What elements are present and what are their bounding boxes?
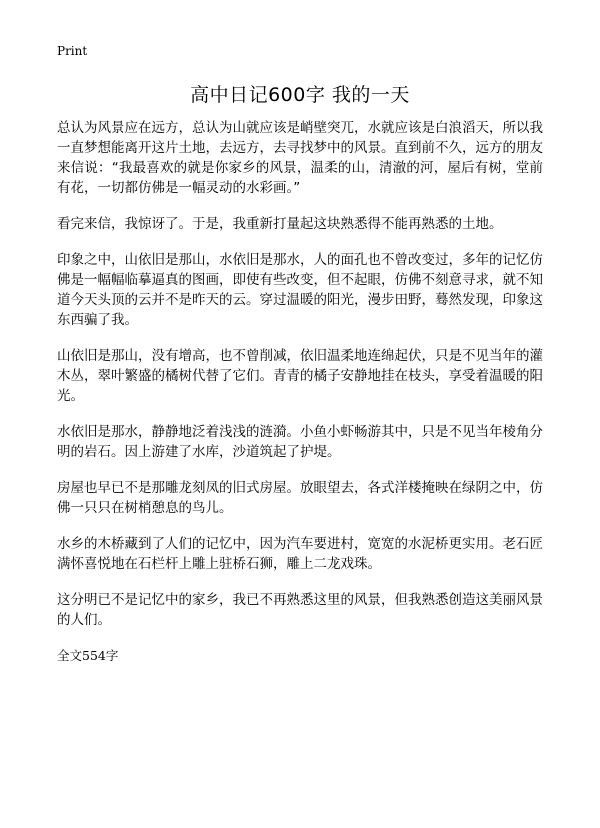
paragraph: 这分明已不是记忆中的家乡，我已不再熟悉这里的风景，但我熟悉创造这美丽风景的人们。	[57, 592, 543, 628]
paragraph: 水乡的木桥藏到了人们的记忆中，因为汽车要进村，宽宽的水泥桥更实用。老石匠满怀喜悦地在石栏杆上雕上驻桥石狮，雕上二龙戏珠。	[57, 536, 543, 572]
article-body	[57, 118, 543, 664]
paragraph: 房屋也早已不是那雕龙刻凤的旧式房屋。放眼望去，各式洋楼掩映在绿阴之中，仿佛一只只在树梢憩息的鸟儿。	[57, 480, 543, 516]
word-count: 全文554字	[57, 648, 119, 663]
article-title: 高中日记600字 我的一天	[190, 84, 410, 106]
paragraph: 看完来信，我惊讶了。于是，我重新打量起这块熟悉得不能再熟悉的土地。	[57, 216, 503, 232]
paragraph: 印象之中，山依旧是那山，水依旧是那水，人的面孔也不曾改变过，多年的记忆仿佛是一幅幅临摹逼真的图画，即使有些改变，但不起眼，仿佛不刻意寻求，就不知道今天头顶的云并不是昨天的云。穿过温暖的阳光，漫步田野，蓦然发现，印象这东西骗了我。	[57, 252, 543, 328]
paragraph: 山依旧是那山，没有增高，也不曾削减，依旧温柔地连绵起伏，只是不见当年的灌木丛，翠叶繁盛的橘树代替了它们。青青的橘子安静地挂在枝头，享受着温暖的阳光。	[57, 348, 543, 404]
paragraph: 水依旧是那水，静静地泛着浅浅的涟漪。小鱼小虾畅游其中，只是不见当年棱角分明的岩石。因上游建了水库，沙道筑起了护堤。	[57, 424, 543, 460]
print-link[interactable]: Print	[57, 44, 88, 58]
paragraph: 总认为风景应在远方，总认为山就应该是峭壁突兀，水就应该是白浪滔天，所以我一直梦想能离开这片土地，去远方，去寻找梦中的风景。直到前不久，远方的朋友来信说：“我最喜欢的就是你家乡的风景，温柔的山，清澈的河，屋后有树，堂前有花，一切都仿佛是一幅灵动的水彩画。”	[57, 120, 543, 196]
